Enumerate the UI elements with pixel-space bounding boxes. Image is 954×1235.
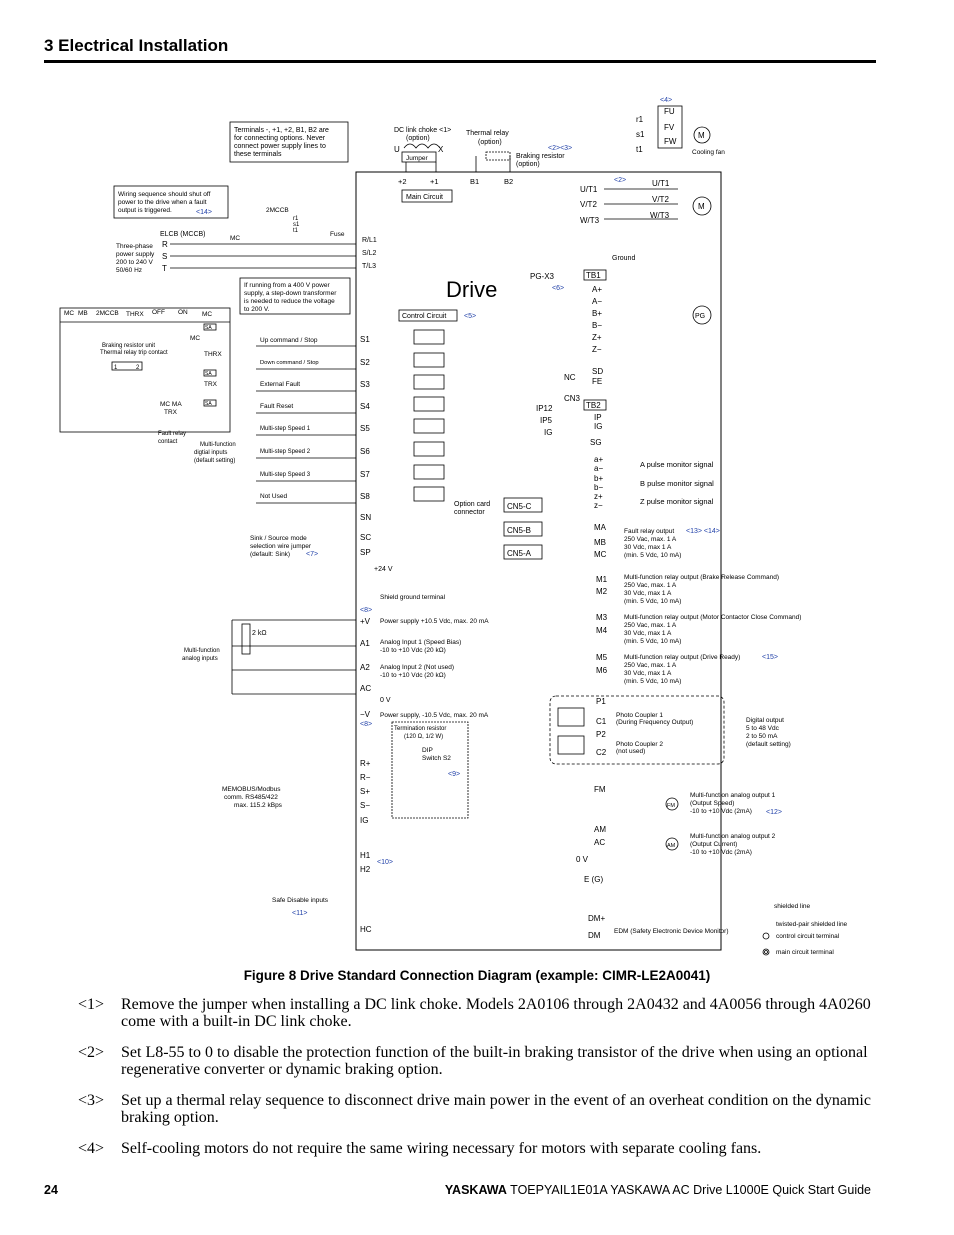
svg-text:Sink / Source modeselection wi: Sink / Source mode selection wire jumper (default: Sink) bbox=[250, 535, 312, 558]
svg-text:S7: S7 bbox=[360, 470, 370, 479]
svg-text:M2: M2 bbox=[596, 587, 608, 596]
svg-text:DM: DM bbox=[588, 931, 601, 940]
svg-text:Not Used: Not Used bbox=[260, 493, 288, 500]
svg-text:CN3: CN3 bbox=[564, 394, 581, 403]
svg-text:Three-phasepower supply200 to: Three-phase power supply 200 to 240 V 50/60 Hz bbox=[116, 243, 155, 274]
svg-text:SA: SA bbox=[205, 325, 212, 331]
svg-text:AC: AC bbox=[360, 684, 372, 693]
svg-text:SN: SN bbox=[360, 513, 372, 522]
svg-text:S4: S4 bbox=[360, 402, 370, 411]
svg-text:FV: FV bbox=[664, 123, 675, 132]
svg-text:SA: SA bbox=[205, 371, 212, 377]
svg-text:250 Vac, max. 1 A30 Vdc, max 1: 250 Vac, max. 1 A 30 Vdc, max 1 A (min. 5 Vdc, 10 mA) bbox=[624, 662, 682, 685]
svg-text:SG: SG bbox=[590, 438, 602, 447]
svg-text:<9>: <9> bbox=[448, 771, 461, 778]
svg-text:PG: PG bbox=[695, 313, 706, 320]
svg-text:DC link choke <1>: DC link choke <1> bbox=[394, 127, 452, 134]
svg-text:TRX: TRX bbox=[204, 381, 217, 388]
svg-text:FM: FM bbox=[667, 803, 675, 809]
svg-text:A+: A+ bbox=[592, 285, 603, 294]
svg-text:Multi-step Speed 3: Multi-step Speed 3 bbox=[260, 472, 311, 478]
svg-text:C2: C2 bbox=[596, 748, 607, 757]
svg-text:AM: AM bbox=[594, 825, 606, 834]
svg-text:<8>: <8> bbox=[360, 607, 373, 614]
svg-text:IG: IG bbox=[360, 816, 369, 825]
svg-text:CN5-A: CN5-A bbox=[507, 549, 532, 558]
svg-text:P2: P2 bbox=[596, 730, 606, 739]
svg-text:H1H2HC: H1 H2 HC bbox=[360, 851, 372, 934]
svg-text:MC: MC bbox=[230, 235, 241, 242]
svg-text:t1: t1 bbox=[636, 145, 643, 154]
svg-text:Down command / Stop: Down command / Stop bbox=[260, 360, 319, 366]
svg-text:B pulse monitor signal: B pulse monitor signal bbox=[640, 479, 714, 488]
svg-text:TRX: TRX bbox=[164, 409, 177, 416]
svg-text:2MCCB: 2MCCB bbox=[266, 207, 289, 214]
svg-text:z+: z+ bbox=[594, 492, 603, 501]
svg-text:<15>: <15> bbox=[762, 654, 778, 661]
svg-text:A2: A2 bbox=[360, 663, 370, 672]
svg-text:Z+: Z+ bbox=[592, 333, 602, 342]
svg-text:<4>: <4> bbox=[660, 97, 673, 104]
svg-text:a−: a− bbox=[594, 464, 604, 473]
svg-text:Multi-function relay output (B: Multi-function relay output (Brake Release Command) bbox=[624, 574, 779, 581]
svg-text:<8>: <8> bbox=[360, 721, 373, 728]
svg-text:RST: R S T bbox=[162, 240, 168, 273]
svg-text:(option): (option) bbox=[478, 139, 502, 146]
svg-text:Analog Input 2 (Not used): Analog Input 2 (Not used) bbox=[380, 664, 455, 671]
svg-text:250 Vac, max. 1 A30 Vdc, max 1: 250 Vac, max. 1 A 30 Vdc, max 1 A (min. 5 Vdc, 10 mA) bbox=[624, 622, 682, 645]
svg-text:<7>: <7> bbox=[306, 551, 319, 558]
svg-text:CN5-B: CN5-B bbox=[507, 526, 532, 535]
jumper-note: Terminals -, +1, +2, B1, B2 are for connecting options. Never connect power supply lines to these terminals bbox=[234, 127, 329, 158]
svg-text:FU: FU bbox=[664, 107, 675, 116]
svg-text:Thermal relay trip contact: Thermal relay trip contact bbox=[100, 350, 168, 356]
svg-text:A−: A− bbox=[592, 297, 603, 306]
svg-text:Multi-function relay output (M: Multi-function relay output (Motor Contactor Close Command) bbox=[624, 614, 802, 621]
svg-text:a+: a+ bbox=[594, 455, 604, 464]
svg-text:control circuit terminal: control circuit terminal bbox=[776, 933, 840, 940]
svg-text:<10>: <10> bbox=[377, 859, 393, 866]
svg-text:Safe Disable inputs: Safe Disable inputs bbox=[272, 897, 329, 904]
svg-text:MA: MA bbox=[594, 523, 606, 532]
svg-text:Multi-function analog output 1: Multi-function analog output 1 (Output Speed) -10 to +10 Vdc (2mA) bbox=[690, 792, 776, 815]
svg-text:Digital output5 to 48 Vdc2 to: Digital output 5 to 48 Vdc 2 to 50 mA (default setting) bbox=[746, 717, 791, 748]
svg-text:MC: MC bbox=[594, 550, 607, 559]
svg-text:P1: P1 bbox=[596, 697, 606, 706]
svg-text:MC MA: MC MA bbox=[160, 401, 182, 408]
svg-text:U/T1: U/T1 bbox=[580, 185, 598, 194]
svg-text:U/T1: U/T1 bbox=[652, 179, 670, 188]
section-title: 3 Electrical Installation bbox=[44, 36, 229, 55]
svg-text:Power supply +10.5 Vdc, max. 2: Power supply +10.5 Vdc, max. 20 mA bbox=[380, 618, 489, 625]
svg-text:b+: b+ bbox=[594, 474, 604, 483]
svg-text:(option): (option) bbox=[406, 135, 430, 142]
svg-text:S8: S8 bbox=[360, 492, 370, 501]
svg-text:−V: −V bbox=[360, 710, 371, 719]
svg-text:SP: SP bbox=[360, 548, 371, 557]
svg-text:12: 1 2 bbox=[114, 365, 140, 371]
drive-label: Drive bbox=[446, 277, 498, 302]
svg-text:S3: S3 bbox=[360, 380, 370, 389]
note-item: <3> Set up a thermal relay sequence to disconnect drive main power in the event of an overheat condition on the dynamic braking option. bbox=[78, 1092, 871, 1126]
svg-text:NC: NC bbox=[564, 373, 576, 382]
svg-text:E (G): E (G) bbox=[584, 875, 604, 884]
svg-text:EDM (Safety Electronic Device: EDM (Safety Electronic Device Monitor) bbox=[614, 928, 729, 935]
header-rule bbox=[44, 60, 876, 63]
svg-text:IG: IG bbox=[594, 422, 603, 431]
svg-text:V/T2: V/T2 bbox=[580, 200, 597, 209]
svg-text:<2>: <2> bbox=[614, 177, 627, 184]
svg-text:Power supply, -10.5 Vdc, max.: Power supply, -10.5 Vdc, max. 20 mA bbox=[380, 712, 489, 719]
svg-text:THRX: THRX bbox=[204, 351, 222, 358]
svg-text:R+: R+ bbox=[360, 759, 371, 768]
note-item: <4> Self-cooling motors do not require the same wiring necessary for motors with separate cooling fans. bbox=[78, 1140, 762, 1157]
svg-text:TB1: TB1 bbox=[586, 271, 601, 280]
svg-text:FM: FM bbox=[594, 785, 606, 794]
svg-text:MCMB2MCCBTHRXOFFONMC: MC MB 2MCCB THRX OFF ON MC bbox=[64, 309, 213, 318]
svg-text:Multi-function relay output (D: Multi-function relay output (Drive Ready) bbox=[624, 654, 741, 661]
svg-text:DM+: DM+ bbox=[588, 914, 606, 923]
svg-text:Photo Coupler 2(not used): Photo Coupler 2 (not used) bbox=[616, 741, 663, 755]
svg-text:U: U bbox=[394, 145, 400, 154]
svg-text:S−: S− bbox=[360, 801, 371, 810]
svg-text:DIPSwitch S2: DIP Switch S2 bbox=[422, 747, 451, 762]
svg-text:Z pulse monitor signal: Z pulse monitor signal bbox=[640, 497, 714, 506]
svg-text:MC: MC bbox=[190, 335, 201, 342]
svg-text:Analog Input 1 (Speed Bias): Analog Input 1 (Speed Bias) bbox=[380, 639, 462, 646]
svg-text:CN5-C: CN5-C bbox=[507, 502, 532, 511]
svg-text:Control Circuit: Control Circuit bbox=[402, 313, 447, 320]
svg-text:Ground: Ground bbox=[612, 255, 636, 262]
svg-text:M3: M3 bbox=[596, 613, 608, 622]
svg-text:SA: SA bbox=[205, 401, 212, 407]
wiring-note: Wiring sequence should shut off power to the drive when a fault output is triggered. bbox=[118, 191, 211, 214]
svg-text:<14>: <14> bbox=[196, 209, 212, 216]
svg-text:B1: B1 bbox=[470, 177, 480, 186]
svg-text:MB: MB bbox=[594, 538, 606, 547]
svg-text:Fuse: Fuse bbox=[330, 231, 345, 238]
svg-text:AC: AC bbox=[594, 838, 606, 847]
svg-text:S+: S+ bbox=[360, 787, 371, 796]
svg-text:MEMOBUS/Modbuscomm. RS485/422m: MEMOBUS/Modbus comm. RS485/422 max. 115.2 kBps bbox=[222, 786, 282, 809]
svg-text:IP5: IP5 bbox=[540, 416, 553, 425]
svg-text:+24 V: +24 V bbox=[374, 566, 393, 573]
svg-text:W/T3: W/T3 bbox=[580, 216, 600, 225]
svg-text:B+: B+ bbox=[592, 309, 603, 318]
svg-text:-10 to +10 Vdc (20 kΩ): -10 to +10 Vdc (20 kΩ) bbox=[380, 647, 446, 654]
svg-text:A pulse monitor signal: A pulse monitor signal bbox=[640, 460, 714, 469]
svg-text:SC: SC bbox=[360, 533, 372, 542]
svg-text:<6>: <6> bbox=[552, 285, 565, 292]
svg-text:Main Circuit: Main Circuit bbox=[406, 194, 443, 201]
svg-text:r1s1t1: r1 s1 t1 bbox=[293, 216, 300, 234]
svg-text:<2><3>: <2><3> bbox=[548, 145, 573, 152]
svg-text:M: M bbox=[698, 131, 705, 140]
svg-text:Fault Reset: Fault Reset bbox=[260, 403, 294, 410]
svg-text:b−: b− bbox=[594, 483, 604, 492]
svg-text:250 Vac, max. 1 A30 Vdc, max 1: 250 Vac, max. 1 A 30 Vdc, max 1 A (min. 5 Vdc, 10 mA) bbox=[624, 536, 682, 559]
svg-text:SD: SD bbox=[592, 367, 604, 376]
note-item: <2> Set L8-55 to 0 to disable the protection function of the built-in braking transistor of the drive when using an optional regenerative converter or dynamic braking option. bbox=[78, 1044, 868, 1078]
svg-text:twisted-pair shielded line: twisted-pair shielded line bbox=[776, 921, 848, 928]
notes-list bbox=[78, 996, 878, 1171]
svg-text:M4: M4 bbox=[596, 626, 608, 635]
svg-text:FW: FW bbox=[664, 137, 677, 146]
svg-text:R−: R− bbox=[360, 773, 371, 782]
svg-text:M5: M5 bbox=[596, 653, 608, 662]
svg-text:Photo Coupler 1(During Frequen: Photo Coupler 1 (During Frequency Output) bbox=[616, 712, 694, 726]
page-number: 24 bbox=[44, 1183, 58, 1197]
svg-text:ELCB (MCCB): ELCB (MCCB) bbox=[160, 231, 206, 238]
svg-text:W/T3: W/T3 bbox=[650, 211, 670, 220]
svg-text:Braking resistor: Braking resistor bbox=[516, 153, 565, 160]
svg-text:S1: S1 bbox=[360, 335, 370, 344]
svg-text:Braking resistor unit: Braking resistor unit bbox=[102, 343, 156, 349]
transformer-note: If running from a 400 V power supply, a step-down transformer is needed to reduce the voltage to 200 V. bbox=[244, 282, 337, 313]
svg-text:+V: +V bbox=[360, 617, 371, 626]
svg-text:Jumper: Jumper bbox=[406, 155, 428, 162]
svg-text:PG-X3: PG-X3 bbox=[530, 272, 555, 281]
svg-text:B−: B− bbox=[592, 321, 603, 330]
svg-text:FE: FE bbox=[592, 377, 603, 386]
svg-text:(120 Ω, 1/2 W): (120 Ω, 1/2 W) bbox=[404, 734, 444, 740]
svg-text:M: M bbox=[698, 202, 705, 211]
footer-doc: YASKAWA TOEPYAIL1E01A YASKAWA AC Drive L1000E Quick Start Guide bbox=[444, 1183, 871, 1197]
connection-diagram bbox=[44, 90, 894, 970]
svg-text:AM: AM bbox=[667, 843, 676, 849]
svg-text:B2: B2 bbox=[504, 177, 514, 186]
drive-box bbox=[356, 172, 721, 950]
svg-text:C1: C1 bbox=[596, 717, 607, 726]
svg-text:V/T2: V/T2 bbox=[652, 195, 669, 204]
svg-text:Fault relay output: Fault relay output bbox=[624, 528, 675, 535]
svg-text:X: X bbox=[438, 145, 444, 154]
svg-text:r1: r1 bbox=[636, 115, 644, 124]
svg-text:s1: s1 bbox=[636, 130, 645, 139]
svg-text:<5>: <5> bbox=[464, 313, 477, 320]
optocouplers bbox=[414, 330, 444, 501]
svg-text:S2: S2 bbox=[360, 358, 370, 367]
svg-text:Termination resistor: Termination resistor bbox=[394, 726, 447, 732]
svg-text:External Fault: External Fault bbox=[260, 381, 301, 388]
svg-text:0 V: 0 V bbox=[576, 855, 589, 864]
svg-text:Fault relaycontact: Fault relay contact bbox=[158, 431, 187, 445]
svg-text:Z−: Z− bbox=[592, 345, 602, 354]
svg-text:main circuit terminal: main circuit terminal bbox=[776, 949, 834, 956]
svg-text:shielded line: shielded line bbox=[774, 903, 811, 910]
svg-text:R/L1S/L2T/L3: R/L1 S/L2 T/L3 bbox=[362, 237, 377, 270]
svg-text:+1: +1 bbox=[430, 177, 439, 186]
svg-text:(option): (option) bbox=[516, 161, 540, 168]
svg-text:S6: S6 bbox=[360, 447, 370, 456]
svg-text:TB2: TB2 bbox=[586, 401, 601, 410]
svg-text:Multi-step Speed 2: Multi-step Speed 2 bbox=[260, 449, 311, 455]
digital-input-terminals bbox=[360, 335, 371, 557]
digital-input-names bbox=[260, 337, 319, 500]
svg-text:z−: z− bbox=[594, 501, 603, 510]
svg-text:Cooling fan: Cooling fan bbox=[692, 149, 725, 156]
svg-text:Shield ground terminal: Shield ground terminal bbox=[380, 594, 446, 601]
svg-text:<13> <14>: <13> <14> bbox=[686, 528, 720, 535]
svg-text:Thermal relay: Thermal relay bbox=[466, 130, 509, 137]
figure-caption: Figure 8 Drive Standard Connection Diagram (example: CIMR-LE2A0041) bbox=[243, 968, 711, 983]
svg-text:M1: M1 bbox=[596, 575, 608, 584]
svg-text:M6: M6 bbox=[596, 666, 608, 675]
svg-text:Multi-function analog output 2: Multi-function analog output 2 (Output Current) -10 to +10 Vdc (2mA) bbox=[690, 833, 776, 856]
svg-text:IP12: IP12 bbox=[536, 404, 553, 413]
svg-text:Up command / Stop: Up command / Stop bbox=[260, 337, 318, 344]
svg-text:S5: S5 bbox=[360, 424, 370, 433]
svg-text:Multi-functiondigtial inputs(d: Multi-function digtial inputs (default setting) bbox=[194, 442, 236, 464]
svg-text:A1: A1 bbox=[360, 639, 370, 648]
svg-text:<12>: <12> bbox=[766, 809, 782, 816]
svg-text:IP: IP bbox=[594, 413, 602, 422]
note-item: <1> Remove the jumper when installing a DC link choke. Models 2A0106 through 2A0432 and 4A0056 through 4A0260 come with a built-in DC link choke. bbox=[78, 996, 871, 1030]
svg-text:0 V: 0 V bbox=[380, 697, 391, 704]
svg-text:2 kΩ: 2 kΩ bbox=[252, 630, 267, 637]
svg-text:<11>: <11> bbox=[292, 910, 308, 917]
svg-text:250 Vac, max. 1 A30 Vdc, max 1: 250 Vac, max. 1 A 30 Vdc, max 1 A (min. 5 Vdc, 10 mA) bbox=[624, 582, 682, 605]
svg-text:IG: IG bbox=[544, 428, 553, 437]
svg-text:-10 to +10 Vdc (20 kΩ): -10 to +10 Vdc (20 kΩ) bbox=[380, 672, 446, 679]
svg-text:Option cardconnector: Option card connector bbox=[454, 501, 491, 516]
svg-text:Multi-functionanalog inputs: Multi-function analog inputs bbox=[182, 648, 220, 662]
svg-text:Multi-step Speed 1: Multi-step Speed 1 bbox=[260, 426, 311, 432]
svg-text:+2: +2 bbox=[398, 177, 407, 186]
